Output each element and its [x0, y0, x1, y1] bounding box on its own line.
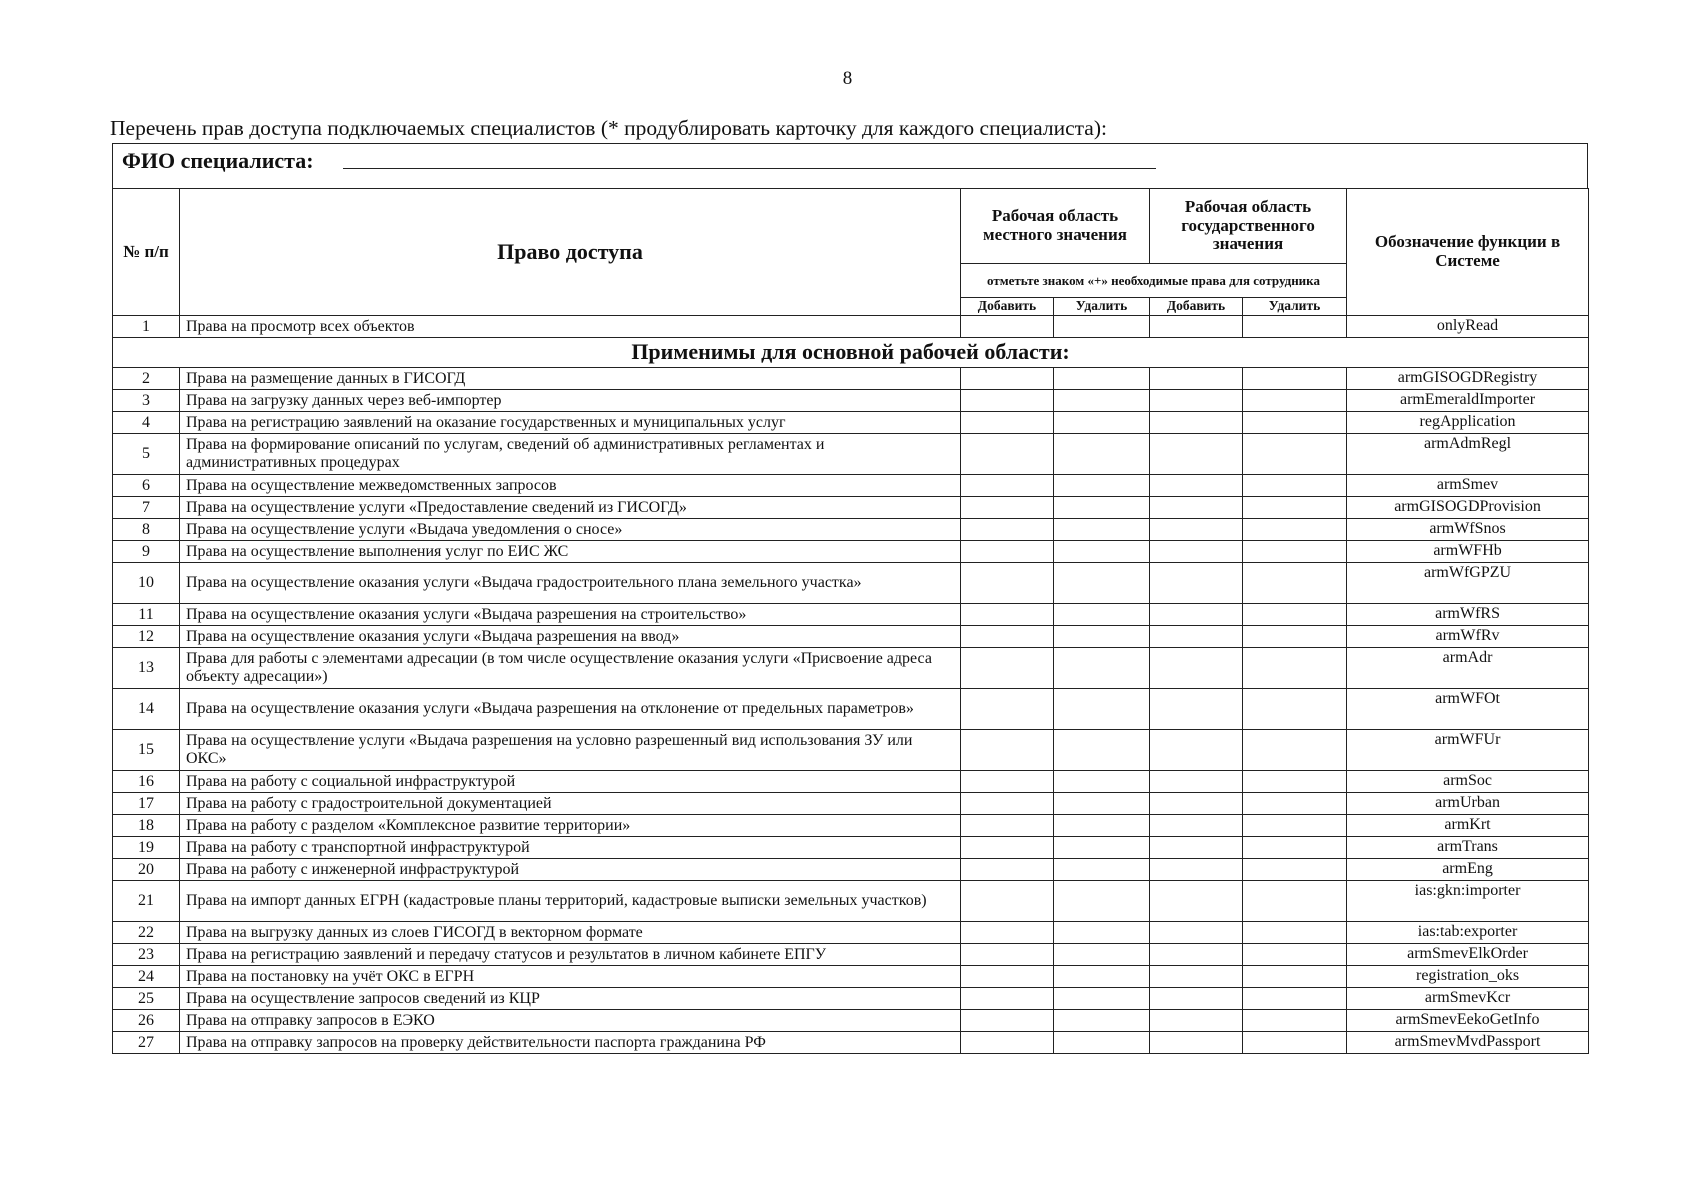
local-add-cell[interactable] — [961, 648, 1054, 689]
row-function-code: armEmeraldImporter — [1347, 390, 1589, 412]
local-remove-cell[interactable] — [1054, 604, 1150, 626]
state-add-cell[interactable] — [1150, 541, 1243, 563]
table-row — [113, 793, 1589, 815]
row-function-code: onlyRead — [1347, 316, 1589, 338]
state-remove-cell[interactable] — [1243, 412, 1347, 434]
row-right: Права на работу с инженерной инфраструктурой — [180, 859, 961, 881]
state-remove-cell[interactable] — [1243, 922, 1347, 944]
local-add-cell[interactable] — [961, 1032, 1054, 1054]
local-remove-cell[interactable] — [1054, 497, 1150, 519]
state-add-cell[interactable] — [1150, 626, 1243, 648]
row-right: Права на отправку запросов на проверку действительности паспорта гражданина РФ — [180, 1032, 961, 1054]
state-add-cell[interactable] — [1150, 434, 1243, 475]
local-remove-cell[interactable] — [1054, 859, 1150, 881]
state-remove-cell[interactable] — [1243, 988, 1347, 1010]
header-mark-note: отметьте знаком «+» необходимые права для сотрудника — [961, 264, 1347, 298]
row-num: 23 — [113, 944, 180, 966]
state-remove-cell[interactable] — [1243, 519, 1347, 541]
row-function-code: ias:gkn:importer — [1347, 881, 1589, 922]
local-remove-cell[interactable] — [1054, 1032, 1150, 1054]
local-remove-cell[interactable] — [1054, 793, 1150, 815]
state-remove-cell[interactable] — [1243, 434, 1347, 475]
header-function: Обозначение функции в Системе — [1347, 189, 1589, 316]
table-row — [113, 390, 1589, 412]
table-row — [113, 944, 1589, 966]
row-function-code: armTrans — [1347, 837, 1589, 859]
table-row — [113, 859, 1589, 881]
local-remove-cell[interactable] — [1054, 390, 1150, 412]
state-remove-cell[interactable] — [1243, 316, 1347, 338]
row-num: 25 — [113, 988, 180, 1010]
state-add-cell[interactable] — [1150, 497, 1243, 519]
table-row — [113, 988, 1589, 1010]
local-remove-cell[interactable] — [1054, 434, 1150, 475]
state-add-cell[interactable] — [1150, 648, 1243, 689]
table-row — [113, 689, 1589, 730]
state-add-cell[interactable] — [1150, 837, 1243, 859]
row-right: Права на регистрацию заявлений на оказание государственных и муниципальных услуг — [180, 412, 961, 434]
local-remove-cell[interactable] — [1054, 689, 1150, 730]
table-row — [113, 434, 1589, 475]
state-add-cell[interactable] — [1150, 881, 1243, 922]
state-remove-cell[interactable] — [1243, 541, 1347, 563]
local-add-cell[interactable] — [961, 626, 1054, 648]
local-remove-cell[interactable] — [1054, 475, 1150, 497]
local-add-cell[interactable] — [961, 730, 1054, 771]
table-row — [113, 815, 1589, 837]
access-rights-card — [112, 143, 1588, 1054]
row-right: Права на осуществление запросов сведений из КЦР — [180, 988, 961, 1010]
local-add-cell[interactable] — [961, 475, 1054, 497]
row-function-code: armEng — [1347, 859, 1589, 881]
local-remove-cell[interactable] — [1054, 316, 1150, 338]
local-remove-cell[interactable] — [1054, 771, 1150, 793]
row-function-code: armAdmRegl — [1347, 434, 1589, 475]
local-remove-cell[interactable] — [1054, 815, 1150, 837]
row-function-code: armGISOGDProvision — [1347, 497, 1589, 519]
row-function-code: armWfRv — [1347, 626, 1589, 648]
row-num: 14 — [113, 689, 180, 730]
row-right: Права на осуществление оказания услуги «Выдача разрешения на ввод» — [180, 626, 961, 648]
header-local-remove: Удалить — [1054, 298, 1150, 316]
row-right: Права на осуществление оказания услуги «Выдача разрешения на отклонение от предельных параметров» — [180, 689, 961, 730]
row-right: Права на просмотр всех объектов — [180, 316, 961, 338]
state-remove-cell[interactable] — [1243, 859, 1347, 881]
row-num: 4 — [113, 412, 180, 434]
row-function-code: armWFOt — [1347, 689, 1589, 730]
row-num: 20 — [113, 859, 180, 881]
table-row — [113, 966, 1589, 988]
row-function-code: armWfRS — [1347, 604, 1589, 626]
local-add-cell[interactable] — [961, 412, 1054, 434]
local-add-cell[interactable] — [961, 1010, 1054, 1032]
row-num: 11 — [113, 604, 180, 626]
row-function-code: armWfSnos — [1347, 519, 1589, 541]
row-right: Права для работы с элементами адресации (в том числе осуществление оказания услуги «Присвоение адреса объекту адресации») — [180, 648, 961, 689]
row-function-code: armWfGPZU — [1347, 563, 1589, 604]
local-remove-cell[interactable] — [1054, 988, 1150, 1010]
local-remove-cell[interactable] — [1054, 922, 1150, 944]
row-right: Права на осуществление межведомственных запросов — [180, 475, 961, 497]
row-num: 2 — [113, 368, 180, 390]
local-add-cell[interactable] — [961, 689, 1054, 730]
row-right: Права на осуществление оказания услуги «Выдача градостроительного плана земельного участка» — [180, 563, 961, 604]
row-function-code: ias:tab:exporter — [1347, 922, 1589, 944]
state-add-cell[interactable] — [1150, 475, 1243, 497]
header-local-add: Добавить — [961, 298, 1054, 316]
row-right: Права на осуществление выполнения услуг по ЕИС ЖС — [180, 541, 961, 563]
state-add-cell[interactable] — [1150, 1032, 1243, 1054]
state-remove-cell[interactable] — [1243, 730, 1347, 771]
row-num: 27 — [113, 1032, 180, 1054]
row-num: 13 — [113, 648, 180, 689]
table-row — [113, 475, 1589, 497]
row-right: Права на загрузку данных через веб-импортер — [180, 390, 961, 412]
state-add-cell[interactable] — [1150, 604, 1243, 626]
row-right: Права на импорт данных ЕГРН (кадастровые планы территорий, кадастровые выписки земельных участков) — [180, 881, 961, 922]
row-right: Права на постановку на учёт ОКС в ЕГРН — [180, 966, 961, 988]
section-title: Применимы для основной рабочей области: — [113, 338, 1589, 368]
row-num: 10 — [113, 563, 180, 604]
row-right: Права на работу с транспортной инфраструктурой — [180, 837, 961, 859]
local-add-cell[interactable] — [961, 497, 1054, 519]
local-remove-cell[interactable] — [1054, 626, 1150, 648]
local-add-cell[interactable] — [961, 881, 1054, 922]
local-add-cell[interactable] — [961, 815, 1054, 837]
row-num: 17 — [113, 793, 180, 815]
local-remove-cell[interactable] — [1054, 837, 1150, 859]
local-remove-cell[interactable] — [1054, 563, 1150, 604]
row-num: 21 — [113, 881, 180, 922]
local-remove-cell[interactable] — [1054, 966, 1150, 988]
row-right: Права на работу с разделом «Комплексное развитие территории» — [180, 815, 961, 837]
local-remove-cell[interactable] — [1054, 368, 1150, 390]
row-right: Права на размещение данных в ГИСОГД — [180, 368, 961, 390]
row-right: Права на работу с социальной инфраструктурой — [180, 771, 961, 793]
local-add-cell[interactable] — [961, 390, 1054, 412]
row-function-code: armSmevKcr — [1347, 988, 1589, 1010]
table-row — [113, 316, 1589, 338]
row-function-code: armGISOGDRegistry — [1347, 368, 1589, 390]
local-remove-cell[interactable] — [1054, 412, 1150, 434]
row-num: 16 — [113, 771, 180, 793]
state-add-cell[interactable] — [1150, 412, 1243, 434]
state-remove-cell[interactable] — [1243, 497, 1347, 519]
table-row — [113, 837, 1589, 859]
row-num: 5 — [113, 434, 180, 475]
state-add-cell[interactable] — [1150, 1010, 1243, 1032]
table-row — [113, 730, 1589, 771]
fio-underline — [343, 168, 1156, 169]
local-add-cell[interactable] — [961, 771, 1054, 793]
row-right: Права на работу с градостроительной документацией — [180, 793, 961, 815]
local-remove-cell[interactable] — [1054, 944, 1150, 966]
table-row — [113, 368, 1589, 390]
local-remove-cell[interactable] — [1054, 881, 1150, 922]
local-add-cell[interactable] — [961, 859, 1054, 881]
row-function-code: armSmev — [1347, 475, 1589, 497]
state-add-cell[interactable] — [1150, 316, 1243, 338]
local-add-cell[interactable] — [961, 988, 1054, 1010]
local-add-cell[interactable] — [961, 434, 1054, 475]
state-add-cell[interactable] — [1150, 988, 1243, 1010]
local-add-cell[interactable] — [961, 604, 1054, 626]
state-add-cell[interactable] — [1150, 944, 1243, 966]
state-remove-cell[interactable] — [1243, 966, 1347, 988]
state-add-cell[interactable] — [1150, 966, 1243, 988]
header-state-add: Добавить — [1150, 298, 1243, 316]
state-remove-cell[interactable] — [1243, 771, 1347, 793]
state-remove-cell[interactable] — [1243, 475, 1347, 497]
fio-label: ФИО специалиста: — [122, 148, 314, 173]
row-num: 1 — [113, 316, 180, 338]
state-remove-cell[interactable] — [1243, 626, 1347, 648]
state-remove-cell[interactable] — [1243, 1032, 1347, 1054]
row-function-code: regApplication — [1347, 412, 1589, 434]
state-remove-cell[interactable] — [1243, 689, 1347, 730]
state-remove-cell[interactable] — [1243, 563, 1347, 604]
row-num: 12 — [113, 626, 180, 648]
page-number: 8 — [842, 68, 853, 89]
row-right: Права на формирование описаний по услугам, сведений об административных регламентах и административных процедурах — [180, 434, 961, 475]
local-remove-cell[interactable] — [1054, 648, 1150, 689]
state-add-cell[interactable] — [1150, 390, 1243, 412]
table-row — [113, 1010, 1589, 1032]
row-num: 24 — [113, 966, 180, 988]
row-function-code: armKrt — [1347, 815, 1589, 837]
row-function-code: armWFHb — [1347, 541, 1589, 563]
section-row — [113, 338, 1589, 368]
table-row — [113, 771, 1589, 793]
row-right: Права на осуществление услуги «Выдача уведомления о сносе» — [180, 519, 961, 541]
header-local-area: Рабочая область местного значения — [961, 189, 1150, 264]
row-right: Права на регистрацию заявлений и передачу статусов и результатов в личном кабинете ЕПГУ — [180, 944, 961, 966]
row-num: 26 — [113, 1010, 180, 1032]
local-add-cell[interactable] — [961, 837, 1054, 859]
local-add-cell[interactable] — [961, 922, 1054, 944]
row-function-code: armSmevEekoGetInfo — [1347, 1010, 1589, 1032]
local-remove-cell[interactable] — [1054, 519, 1150, 541]
table-row — [113, 1032, 1589, 1054]
intro-text: Перечень прав доступа подключаемых специалистов (* продублировать карточку для каждого специалиста): — [110, 116, 1107, 140]
row-num: 15 — [113, 730, 180, 771]
table-row — [113, 412, 1589, 434]
state-remove-cell[interactable] — [1243, 390, 1347, 412]
local-add-cell[interactable] — [961, 541, 1054, 563]
local-add-cell[interactable] — [961, 793, 1054, 815]
state-remove-cell[interactable] — [1243, 837, 1347, 859]
row-right: Права на осуществление услуги «Выдача разрешения на условно разрешенный вид использования ЗУ или ОКС» — [180, 730, 961, 771]
header-right: Право доступа — [180, 189, 961, 316]
row-num: 6 — [113, 475, 180, 497]
header-num: № п/п — [113, 189, 180, 316]
row-right: Права на выгрузку данных из слоев ГИСОГД в векторном формате — [180, 922, 961, 944]
row-function-code: armSoc — [1347, 771, 1589, 793]
table-row — [113, 922, 1589, 944]
table-row — [113, 563, 1589, 604]
row-right: Права на отправку запросов в ЕЭКО — [180, 1010, 961, 1032]
state-remove-cell[interactable] — [1243, 944, 1347, 966]
table-row — [113, 648, 1589, 689]
fio-box — [112, 143, 1588, 188]
row-num: 22 — [113, 922, 180, 944]
state-remove-cell[interactable] — [1243, 368, 1347, 390]
state-add-cell[interactable] — [1150, 771, 1243, 793]
table-row — [113, 626, 1589, 648]
state-remove-cell[interactable] — [1243, 648, 1347, 689]
row-function-code: armSmevElkOrder — [1347, 944, 1589, 966]
state-add-cell[interactable] — [1150, 730, 1243, 771]
table-row — [113, 881, 1589, 922]
row-num: 9 — [113, 541, 180, 563]
header-state-area: Рабочая область государственного значения — [1150, 189, 1347, 264]
state-add-cell[interactable] — [1150, 793, 1243, 815]
row-function-code: armAdr — [1347, 648, 1589, 689]
state-remove-cell[interactable] — [1243, 881, 1347, 922]
state-add-cell[interactable] — [1150, 922, 1243, 944]
state-add-cell[interactable] — [1150, 563, 1243, 604]
state-add-cell[interactable] — [1150, 859, 1243, 881]
state-remove-cell[interactable] — [1243, 815, 1347, 837]
row-num: 3 — [113, 390, 180, 412]
row-num: 8 — [113, 519, 180, 541]
local-remove-cell[interactable] — [1054, 1010, 1150, 1032]
table-row — [113, 519, 1589, 541]
row-function-code: armSmevMvdPassport — [1347, 1032, 1589, 1054]
local-add-cell[interactable] — [961, 316, 1054, 338]
row-num: 7 — [113, 497, 180, 519]
local-remove-cell[interactable] — [1054, 541, 1150, 563]
row-num: 19 — [113, 837, 180, 859]
row-right: Права на осуществление оказания услуги «Выдача разрешения на строительство» — [180, 604, 961, 626]
row-function-code: armUrban — [1347, 793, 1589, 815]
local-add-cell[interactable] — [961, 944, 1054, 966]
local-remove-cell[interactable] — [1054, 730, 1150, 771]
row-right: Права на осуществление услуги «Предоставление сведений из ГИСОГД» — [180, 497, 961, 519]
local-add-cell[interactable] — [961, 563, 1054, 604]
state-remove-cell[interactable] — [1243, 1010, 1347, 1032]
state-add-cell[interactable] — [1150, 519, 1243, 541]
state-add-cell[interactable] — [1150, 815, 1243, 837]
access-rights-table — [112, 188, 1589, 1054]
local-add-cell[interactable] — [961, 966, 1054, 988]
header-state-remove: Удалить — [1243, 298, 1347, 316]
table-row — [113, 541, 1589, 563]
state-add-cell[interactable] — [1150, 368, 1243, 390]
table-row — [113, 604, 1589, 626]
row-num: 18 — [113, 815, 180, 837]
row-function-code: armWFUr — [1347, 730, 1589, 771]
table-body — [113, 316, 1589, 1054]
state-remove-cell[interactable] — [1243, 604, 1347, 626]
local-add-cell[interactable] — [961, 368, 1054, 390]
state-remove-cell[interactable] — [1243, 793, 1347, 815]
state-add-cell[interactable] — [1150, 689, 1243, 730]
table-row — [113, 497, 1589, 519]
row-function-code: registration_oks — [1347, 966, 1589, 988]
local-add-cell[interactable] — [961, 519, 1054, 541]
